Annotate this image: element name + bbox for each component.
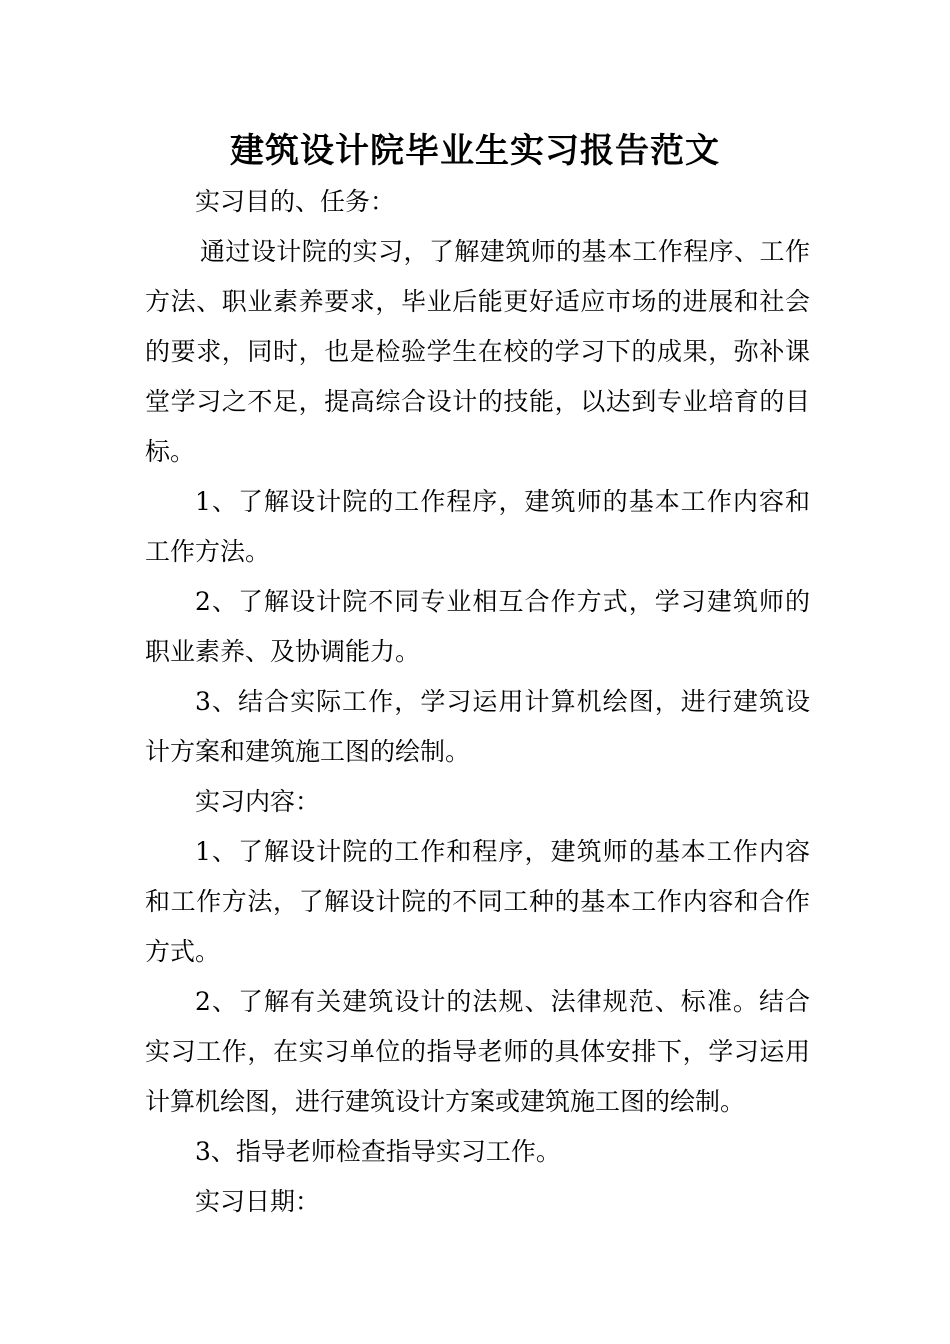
section-heading-purpose: 实习目的、任务： [195, 187, 396, 216]
section-heading-date: 实习日期： [195, 1187, 321, 1216]
section-heading-content: 实习内容： [195, 787, 321, 816]
paragraph-content-3: 3、指导老师检查指导实习工作。 [195, 1137, 561, 1166]
paragraph-purpose-3: 3、结合实际工作，学习运用计算机绘图，进行建筑设计方案和建筑施工图的绘制。 [145, 687, 810, 766]
paragraph-content-1: 1、了解设计院的工作和程序，建筑师的基本工作内容和工作方法，了解设计院的不同工种的基本工作内容和合作方式。 [145, 837, 810, 966]
paragraph-intro: 通过设计院的实习，了解建筑师的基本工作程序、工作方法、职业素养要求，毕业后能更好适应市场的进展和社会的要求，同时，也是检验学生在校的学习下的成果，弥补课堂学习之不足，提高综合设计的技能，以达到专业培育的目标。 [145, 237, 810, 466]
paragraph-purpose-1: 1、了解设计院的工作程序，建筑师的基本工作内容和工作方法。 [145, 487, 810, 566]
paragraph-purpose-2: 2、了解设计院不同专业相互合作方式，学习建筑师的职业素养、及协调能力。 [145, 587, 810, 666]
document-title: 建筑设计院毕业生实习报告范文 [230, 131, 720, 171]
paragraph-content-2: 2、了解有关建筑设计的法规、法律规范、标准。结合实习工作，在实习单位的指导老师的具体安排下，学习运用计算机绘图，进行建筑设计方案或建筑施工图的绘制。 [145, 987, 810, 1116]
document-body [145, 177, 810, 1227]
